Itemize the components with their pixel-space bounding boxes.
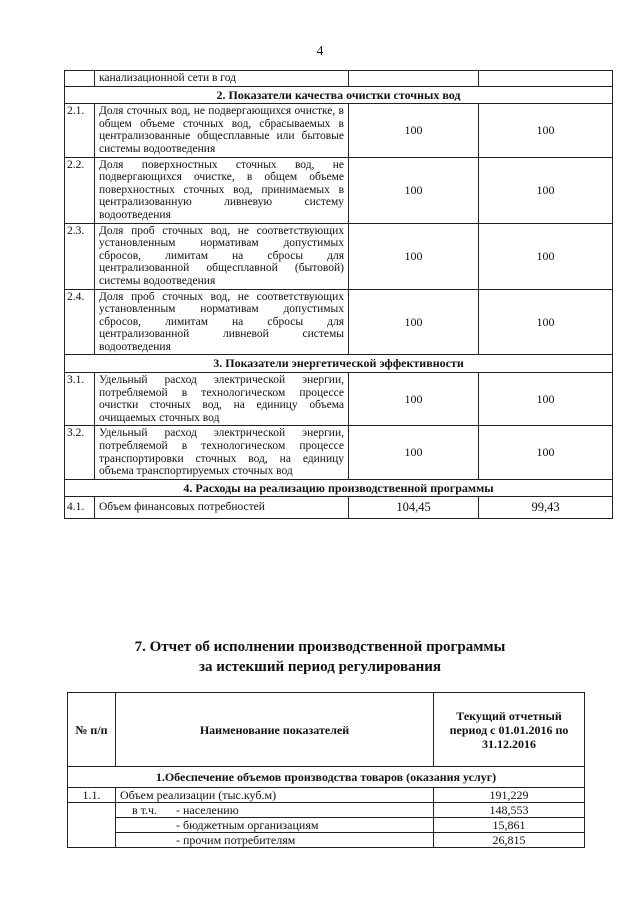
row-value-2: 99,43 [479,497,613,519]
row-description: канализационной сети в год [95,71,349,87]
row-name: Объем реализации (тыс.куб.м) [116,788,434,803]
row-number [68,818,116,833]
report-heading-line-2: за истекший период регулирования [198,659,442,675]
row-value-1 [349,71,479,87]
row-prefix: в т.ч. [132,803,158,817]
row-value-1: 100 [349,289,479,355]
row-value: 15,861 [434,818,585,833]
row-value-1: 100 [349,223,479,289]
section-header-row [65,86,613,104]
section-header-row [65,479,613,497]
row-value: 26,815 [434,833,585,848]
row-name-text: - прочим потребителям [176,833,296,847]
section-title: 2. Показатели качества очистки сточных вод [65,86,613,104]
report-table [67,692,585,848]
row-number [65,71,95,87]
table-row [65,373,613,426]
section-header-row [65,355,613,373]
indicators-table [64,70,613,519]
row-description: Удельный расход электрической энергии, потребляемой в технологическом процессе транспортировки сточных вод, на единицу объема транспортируемых сточных вод [95,426,349,479]
table-header-row [68,693,585,767]
row-description: Доля проб сточных вод, не соответствующих установленным нормативам допустимых сбросов, лимитам на сбросы для централизованной общесплавной (бытовой) системы водоотведения [95,223,349,289]
header-name: Наименование показателей [116,693,434,767]
page-number: 4 [316,44,324,59]
row-name [116,818,434,833]
row-value-1: 100 [349,104,479,157]
row-value-2: 100 [479,373,613,426]
section-header-row [68,767,585,788]
row-description: Доля сточных вод, не подвергающихся очистке, в общем объеме сточных вод, сбрасываемых в централизованные общесплавные или бытовые системы водоотведения [95,104,349,157]
section-title: 1.Обеспечение объемов производства товаров (оказания услуг) [68,767,585,788]
row-value-1: 100 [349,426,479,479]
row-number: 4.1. [65,497,95,519]
header-num: № п/п [68,693,116,767]
row-value-2: 100 [479,104,613,157]
row-number: 1.1. [68,788,116,803]
table-row [65,223,613,289]
row-description: Объем финансовых потребностей [95,497,349,519]
row-number: 2.4. [65,289,95,355]
row-description: Удельный расход электрической энергии, потребляемой в технологическом процессе очистки сточных вод, на единицу объема очищаемых сточных вод [95,373,349,426]
row-name-text: - населению [176,803,239,817]
row-description: Доля поверхностных сточных вод, не подвергающихся очистке, в общем объеме поверхностных сточных вод, принимаемых в централизованную ливневую систему водоотведения [95,157,349,223]
row-name-text: - бюджетным организациям [176,818,319,832]
table-row [65,426,613,479]
row-number: 2.2. [65,157,95,223]
header-period: Текущий отчетный период с 01.01.2016 по 31.12.2016 [434,693,585,767]
row-number: 3.1. [65,373,95,426]
row-number: 2.3. [65,223,95,289]
row-value-1: 100 [349,157,479,223]
table-row [65,71,613,87]
table-row [65,104,613,157]
row-value-2 [479,71,613,87]
table-row [65,497,613,519]
row-number: 3.2. [65,426,95,479]
row-number [68,803,116,818]
row-number [68,833,116,848]
table-row [68,803,585,818]
table-row [65,289,613,355]
table-row [68,788,585,803]
row-value: 191,229 [434,788,585,803]
row-value-1: 104,45 [349,497,479,519]
row-name [116,833,434,848]
row-number: 2.1. [65,104,95,157]
section-title: 4. Расходы на реализацию производственной программы [65,479,613,497]
table-row [68,818,585,833]
row-value-1: 100 [349,373,479,426]
row-value-2: 100 [479,426,613,479]
row-value-2: 100 [479,157,613,223]
row-value: 148,553 [434,803,585,818]
row-name [116,803,434,818]
row-value-2: 100 [479,289,613,355]
section-title: 3. Показатели энергетической эффективности [65,355,613,373]
table-row [68,833,585,848]
row-value-2: 100 [479,223,613,289]
report-heading-line-1: 7. Отчет об исполнении производственной программы [134,639,506,655]
table-row [65,157,613,223]
row-description: Доля проб сточных вод, не соответствующих установленным нормативам допустимых сбросов, лимитам на сбросы для централизованной ливневой системы водоотведения [95,289,349,355]
